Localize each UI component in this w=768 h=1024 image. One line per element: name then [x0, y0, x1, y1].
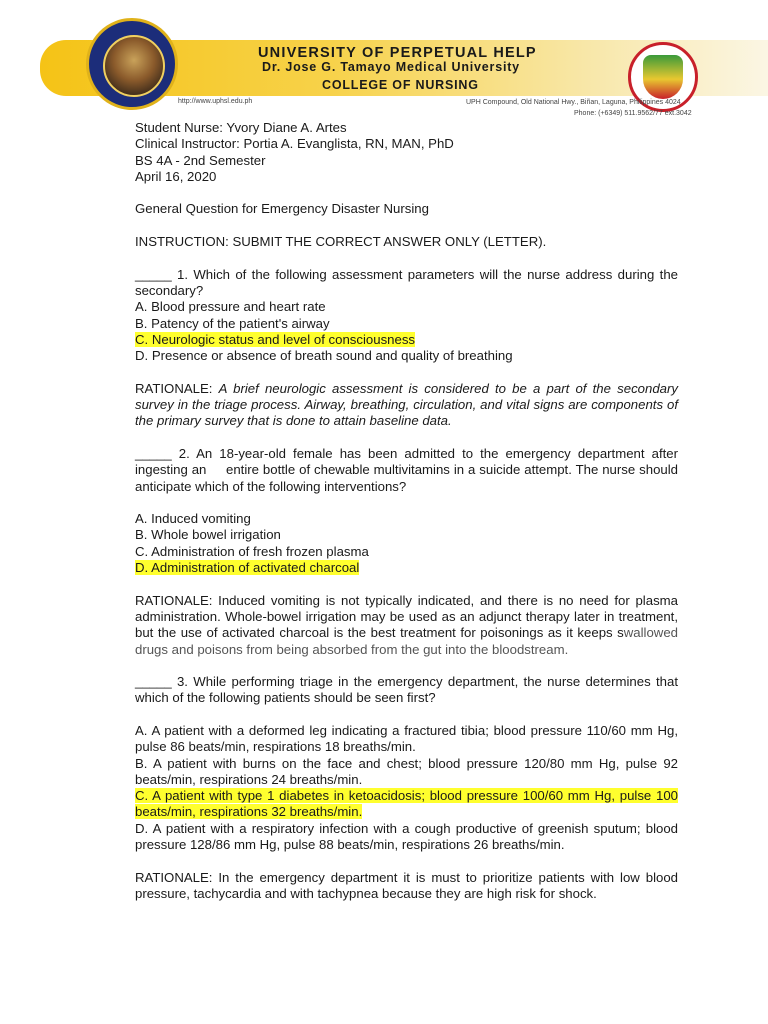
q3-option-c [135, 788, 678, 821]
student-name: Student Nurse: Yvory Diane A. Artes [135, 120, 347, 135]
document-title: General Question for Emergency Disaster Nursing [135, 201, 429, 217]
instruction: INSTRUCTION: SUBMIT THE CORRECT ANSWER ONLY (LETTER). [135, 234, 547, 250]
q3-option-b: B. A patient with burns on the face and chest; blood pressure 120/80 mm Hg, pulse 92 beats/min, respirations 24 breaths/min. [135, 755, 678, 787]
question-2: _____ 2. An 18-year-old female has been admitted to the emergency department after ingesting an entire bottle of chewable multivitamins in a suicide attempt. The nurse should anticipate which of the following interventions? [135, 445, 682, 494]
clinical-instructor: Clinical Instructor: Portia A. Evanglista, RN, MAN, PhD [135, 136, 454, 152]
q2-rationale-tail: wallowed drugs and poisons from being absorbed from the gut into the bloodstream. [135, 625, 678, 657]
q1-option-a: A. Blood pressure and heart rate [135, 299, 326, 315]
q1-option-d: D. Presence or absence of breath sound and quality of breathing [135, 348, 513, 364]
university-seal-icon [86, 18, 178, 110]
document-body [135, 120, 682, 902]
q1-rationale [135, 381, 678, 430]
address: UPH Compound, Old National Hwy., Biñan, Laguna, Philippines 4024 [466, 99, 681, 106]
q1-rationale-label: RATIONALE: [135, 380, 219, 396]
university-name: UNIVERSITY OF PERPETUAL HELP [258, 45, 537, 61]
q3-answer-highlight: C. A patient with type 1 diabetes in ketoacidosis; blood pressure 100/60 mm Hg, pulse 100 beats/min, respirations 32 breaths/min. [135, 788, 678, 820]
q2-option-a: A. Induced vomiting [135, 511, 251, 527]
medical-university-name: Dr. Jose G. Tamayo Medical University [262, 60, 520, 74]
q2-rationale [135, 593, 678, 658]
q2-option-c: C. Administration of fresh frozen plasma [135, 543, 369, 559]
q2-option-d [135, 560, 678, 576]
q3-option-d: D. A patient with a respiratory infection with a cough productive of greenish sputum; blood pressure 128/86 mm Hg, pulse 88 beats/min, respirations 26 breaths/min. [135, 820, 678, 853]
q1-rationale-text: A brief neurologic assessment is considered to be a part of the secondary survey in the triage process. Airway, breathing, circulation, and vital signs are components of the primary survey that is done to attain baseline data. [135, 380, 678, 429]
q1-answer-highlight: C. Neurologic status and level of consciousness [135, 331, 416, 347]
q3-option-a: A. A patient with a deformed leg indicating a fractured tibia; blood pressure 110/60 mm Hg, pulse 86 beats/min, respirations 18 breaths/min. [135, 722, 678, 755]
letterhead [0, 0, 768, 120]
date: April 16, 2020 [135, 168, 217, 184]
phone: Phone: (+6349) 511.9562/77 ext.3042 [574, 110, 692, 117]
section: BS 4A - 2nd Semester [135, 152, 266, 168]
college-name: COLLEGE OF NURSING [322, 78, 479, 92]
website-url: http://www.uphsl.edu.ph [178, 98, 253, 105]
q1-option-b: B. Patency of the patient's airway [135, 315, 330, 331]
q3-rationale: RATIONALE: In the emergency department it is must to prioritize patients with low blood pressure, tachycardia and with tachypnea because they are high risk for shock. [135, 869, 678, 901]
question-1: _____ 1. Which of the following assessment parameters will the nurse address during the secondary? [135, 266, 678, 298]
q1-option-c [135, 332, 678, 348]
q2-answer-highlight: D. Administration of activated charcoal [135, 560, 360, 576]
q2-option-b: B. Whole bowel irrigation [135, 527, 281, 543]
question-3: _____ 3. While performing triage in the emergency department, the nurse determines that which of the following patients should be seen first? [135, 674, 678, 706]
q2-rationale-text: RATIONALE: Induced vomiting is not typically indicated, and there is no need for plasma administration. Whole-bowel irrigation may be used as an adjunct therapy later in treatment, but the use of activated charcoal is the best treatment for poisonings as it keeps s [135, 592, 678, 641]
